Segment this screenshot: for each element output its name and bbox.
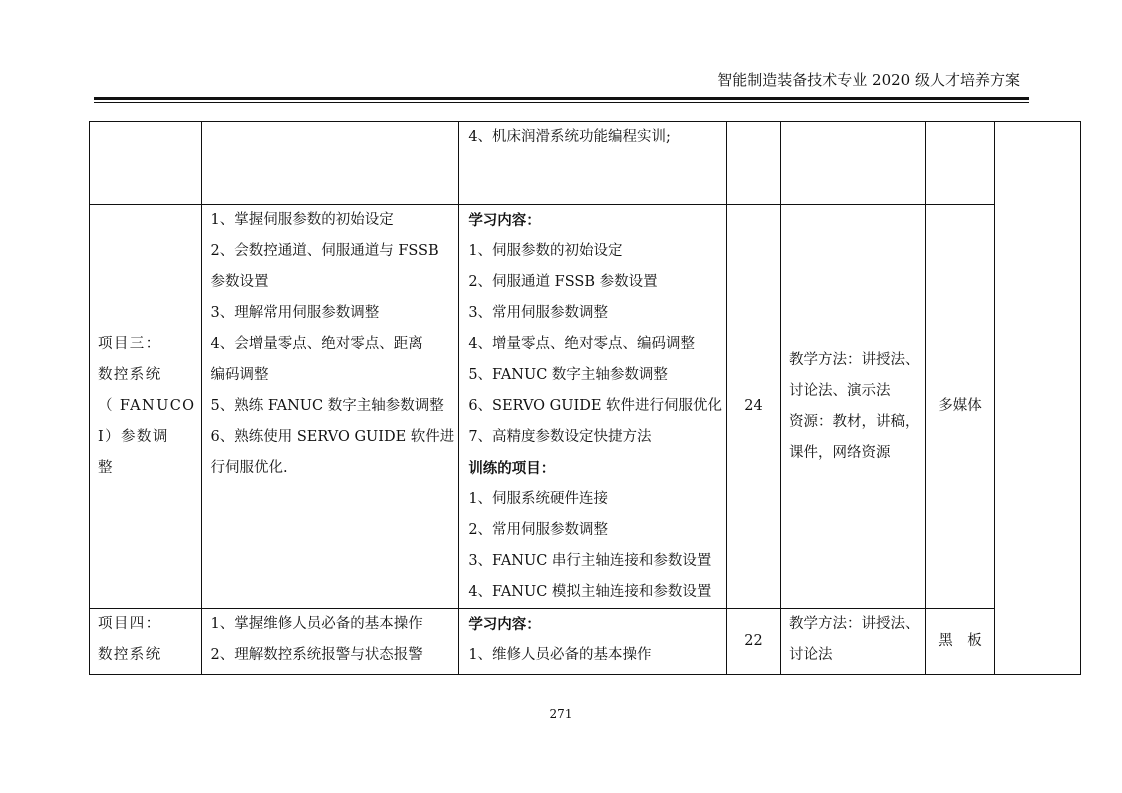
project-line: （ FANUCO <box>98 398 196 414</box>
content-line: 4、FANUC 模拟主轴连接和参数设置 <box>468 584 712 600</box>
content-line: 2、常用伺服参数调整 <box>468 522 609 538</box>
content-heading: 学习内容： <box>468 212 541 229</box>
media-cell <box>926 609 995 675</box>
method-cell <box>781 609 926 675</box>
table-row <box>90 122 1081 205</box>
method-line: 教学方法：讲授法、 <box>789 351 920 368</box>
header-rule-thick <box>94 97 1029 100</box>
content-heading: 训练的项目： <box>468 460 556 477</box>
content-line: 1、维修人员必备的基本操作 <box>468 647 652 663</box>
project-cell <box>90 122 202 205</box>
objective-line: 4、会增量零点、绝对零点、距离 <box>210 336 423 352</box>
remarks-cell <box>995 122 1081 675</box>
project-cell <box>90 609 202 675</box>
content-cell <box>459 205 727 609</box>
content-line: 3、常用伺服参数调整 <box>468 305 609 321</box>
media-cell <box>926 205 995 609</box>
objectives-cell <box>202 122 459 205</box>
method-line: 课件，网络资源 <box>789 444 891 461</box>
curriculum-table <box>89 121 1081 675</box>
hours-cell <box>727 122 781 205</box>
method-cell <box>781 205 926 609</box>
objectives-cell <box>202 609 459 675</box>
objective-line: 1、掌握维修人员必备的基本操作 <box>210 616 423 632</box>
table-row <box>90 205 1081 609</box>
media-value: 多媒体 <box>938 398 982 414</box>
content-line: 1、伺服系统硬件连接 <box>468 491 609 507</box>
objective-line: 2、理解数控系统报警与状态报警 <box>210 647 423 663</box>
content-line: 2、伺服通道 FSSB 参数设置 <box>468 274 658 290</box>
content-line: 1、伺服参数的初始设定 <box>468 243 623 259</box>
content-line: 5、FANUC 数字主轴参数调整 <box>468 367 668 383</box>
project-line: 项目三： <box>98 336 162 352</box>
method-line: 教学方法：讲授法、 <box>789 616 920 632</box>
hours-value: 22 <box>744 633 763 649</box>
content-line: 6、SERVO GUIDE 软件进行伺服优化 <box>468 398 723 414</box>
project-line: I）参数调 <box>98 429 169 445</box>
objective-line: 行伺服优化. <box>210 460 288 476</box>
objective-line: 参数设置 <box>210 274 269 290</box>
objective-line: 6、熟练使用 SERVO GUIDE 软件进 <box>210 429 455 445</box>
table-row <box>90 609 1081 675</box>
objective-line: 1、掌握伺服参数的初始设定 <box>210 212 394 228</box>
project-line: 数控系统 <box>98 367 162 383</box>
content-line: 4、机床润滑系统功能编程实训; <box>468 129 671 145</box>
method-line: 讨论法、演示法 <box>789 382 891 399</box>
objective-line: 5、熟练 FANUC 数字主轴参数调整 <box>210 398 444 414</box>
header-rule-thin <box>94 102 1029 103</box>
hours-cell <box>727 609 781 675</box>
project-cell <box>90 205 202 609</box>
method-line: 资源：教材，讲稿， <box>789 413 920 430</box>
objectives-cell <box>202 205 459 609</box>
media-cell <box>926 122 995 205</box>
objective-line: 编码调整 <box>210 367 269 383</box>
content-heading: 学习内容： <box>468 616 541 633</box>
hours-value: 24 <box>744 398 763 414</box>
hours-cell <box>727 205 781 609</box>
content-line: 4、增量零点、绝对零点、编码调整 <box>468 336 696 352</box>
media-value: 黑 板 <box>938 633 982 649</box>
project-line: 数控系统 <box>98 647 162 663</box>
content-line: 7、高精度参数设定快捷方法 <box>468 429 652 445</box>
method-cell <box>781 122 926 205</box>
objective-line: 3、理解常用伺服参数调整 <box>210 305 380 321</box>
objective-line: 2、会数控通道、伺服通道与 FSSB <box>210 243 439 259</box>
page-number: 271 <box>549 707 573 721</box>
content-cell <box>459 609 727 675</box>
content-cell <box>459 122 727 205</box>
method-line: 讨论法 <box>789 647 833 663</box>
document-header-title: 智能制造装备技术专业 2020 级人才培养方案 <box>717 71 1020 89</box>
content-line: 3、FANUC 串行主轴连接和参数设置 <box>468 553 712 569</box>
project-line: 项目四： <box>98 616 162 632</box>
project-line: 整 <box>98 460 114 476</box>
